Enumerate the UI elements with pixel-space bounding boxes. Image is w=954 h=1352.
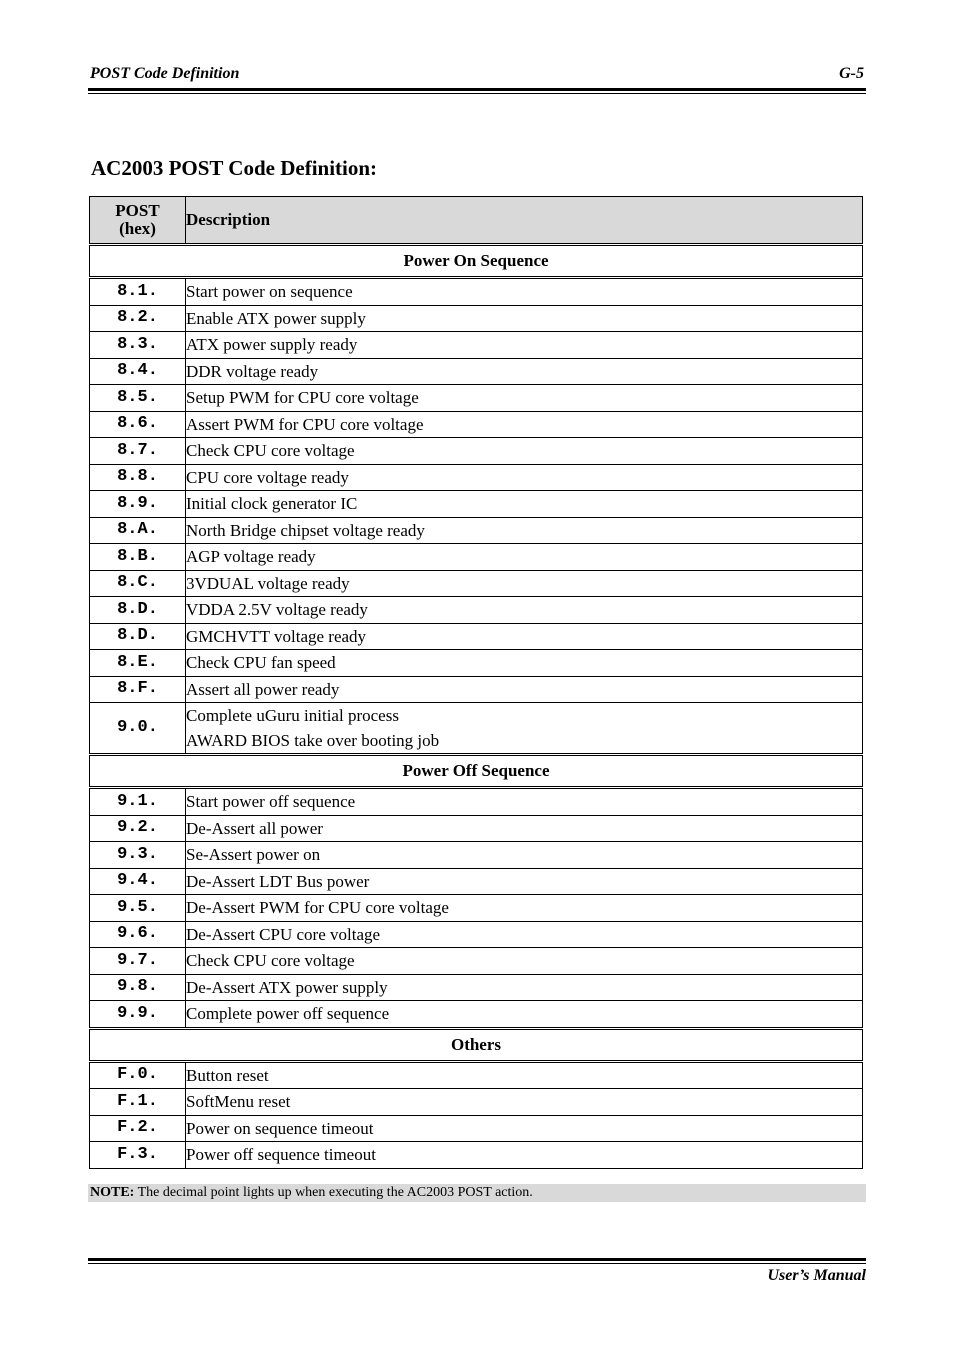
post-code-cell: 8.1.	[90, 278, 186, 306]
section-heading: Power On Sequence	[90, 245, 863, 278]
description-cell	[186, 623, 863, 650]
description-line: De-Assert all power	[186, 818, 323, 838]
table-row	[90, 411, 863, 438]
description-line: Setup PWM for CPU core voltage	[186, 388, 419, 408]
description-line: AWARD BIOS take over booting job	[186, 731, 440, 750]
footer-manual-title: User’s Manual	[767, 1267, 866, 1284]
table-row	[90, 570, 863, 597]
header-rule-thin	[88, 93, 866, 94]
table-row	[90, 358, 863, 385]
description-line: Check CPU fan speed	[186, 653, 336, 673]
description-line: Complete uGuru initial process	[186, 706, 399, 725]
description-cell	[186, 676, 863, 703]
post-code-cell: 8.8.	[90, 464, 186, 491]
note-box	[88, 1184, 866, 1202]
column-header-post	[90, 197, 186, 245]
description-cell	[186, 974, 863, 1001]
description-line: 3VDUAL voltage ready	[186, 573, 350, 593]
section-row	[90, 1028, 863, 1061]
description-line: DDR voltage ready	[186, 361, 319, 381]
description-line: De-Assert LDT Bus power	[186, 871, 370, 891]
description-line: Complete power off sequence	[186, 1004, 390, 1024]
description-cell	[186, 703, 863, 755]
header-rule-thick	[88, 88, 866, 91]
table-row	[90, 1115, 863, 1142]
description-line: De-Assert ATX power supply	[186, 977, 388, 997]
table-row	[90, 921, 863, 948]
table-row	[90, 438, 863, 465]
table-row	[90, 1001, 863, 1029]
description-cell	[186, 842, 863, 869]
section-heading: Others	[90, 1028, 863, 1061]
description-line: Check CPU core voltage	[186, 441, 355, 461]
table-row	[90, 517, 863, 544]
table-row	[90, 491, 863, 518]
description-cell	[186, 464, 863, 491]
header-chapter-title: POST Code Definition	[90, 65, 240, 82]
post-code-cell: 9.4.	[90, 868, 186, 895]
description-line: Check CPU core voltage	[186, 951, 355, 971]
description-line: De-Assert PWM for CPU core voltage	[186, 898, 449, 918]
post-code-cell: 9.1.	[90, 788, 186, 816]
post-code-cell: 8.5.	[90, 385, 186, 412]
post-code-cell: 8.B.	[90, 544, 186, 571]
post-code-cell: 9.9.	[90, 1001, 186, 1029]
post-code-cell: F.3.	[90, 1142, 186, 1169]
description-line: Power on sequence timeout	[186, 1118, 374, 1138]
description-cell	[186, 438, 863, 465]
description-line: Assert PWM for CPU core voltage	[186, 414, 424, 434]
table-row	[90, 1142, 863, 1169]
post-code-cell: 9.5.	[90, 895, 186, 922]
post-code-cell: 8.A.	[90, 517, 186, 544]
post-code-cell: F.2.	[90, 1115, 186, 1142]
post-code-cell: 8.F.	[90, 676, 186, 703]
post-code-cell: 9.2.	[90, 815, 186, 842]
post-code-cell: F.1.	[90, 1089, 186, 1116]
table-row	[90, 278, 863, 306]
table-row	[90, 385, 863, 412]
description-line: Power off sequence timeout	[186, 1145, 376, 1165]
description-line: VDDA 2.5V voltage ready	[186, 600, 368, 620]
table-row	[90, 305, 863, 332]
description-cell	[186, 385, 863, 412]
post-code-cell: 9.0.	[90, 703, 186, 755]
post-code-cell: 8.4.	[90, 358, 186, 385]
description-cell	[186, 788, 863, 816]
post-code-cell: 8.9.	[90, 491, 186, 518]
table-row	[90, 1061, 863, 1089]
post-code-cell: F.0.	[90, 1061, 186, 1089]
description-line: Start power on sequence	[186, 282, 353, 302]
column-header-post-line1: POST	[115, 201, 160, 221]
table-header-row	[90, 197, 863, 245]
footer-rule-thick	[88, 1258, 866, 1261]
description-line: Assert all power ready	[186, 679, 340, 699]
column-header-post-line2: (hex)	[119, 219, 156, 238]
table-row	[90, 544, 863, 571]
post-code-cell: 9.8.	[90, 974, 186, 1001]
description-line: North Bridge chipset voltage ready	[186, 520, 425, 540]
description-cell	[186, 491, 863, 518]
post-code-cell: 8.6.	[90, 411, 186, 438]
post-code-cell: 9.3.	[90, 842, 186, 869]
description-line: GMCHVTT voltage ready	[186, 626, 367, 646]
description-line: Se-Assert power on	[186, 845, 321, 865]
post-code-cell: 8.C.	[90, 570, 186, 597]
table-row	[90, 464, 863, 491]
note-text: The decimal point lights up when executing the AC2003 POST action.	[134, 1185, 533, 1200]
page-header	[88, 64, 866, 86]
section-row	[90, 755, 863, 788]
description-line: Enable ATX power supply	[186, 308, 366, 328]
table-row	[90, 868, 863, 895]
description-line: ATX power supply ready	[186, 335, 358, 355]
table-row	[90, 1089, 863, 1116]
description-line: SoftMenu reset	[186, 1092, 291, 1112]
table-row	[90, 676, 863, 703]
description-line: Button reset	[186, 1065, 269, 1085]
description-line: Start power off sequence	[186, 792, 356, 812]
description-line: AGP voltage ready	[186, 547, 316, 567]
table-row	[90, 623, 863, 650]
description-cell	[186, 278, 863, 306]
table-row	[90, 650, 863, 677]
description-cell	[186, 921, 863, 948]
post-code-cell: 8.E.	[90, 650, 186, 677]
note-label: NOTE:	[90, 1185, 135, 1200]
post-code-cell: 8.3.	[90, 332, 186, 359]
table-row	[90, 703, 863, 755]
section-row	[90, 245, 863, 278]
post-code-cell: 8.D.	[90, 597, 186, 624]
description-cell	[186, 305, 863, 332]
description-line: Initial clock generator IC	[186, 494, 358, 514]
table-row	[90, 842, 863, 869]
description-cell	[186, 650, 863, 677]
header-page-number: G-5	[839, 65, 864, 82]
description-cell	[186, 1061, 863, 1089]
post-code-cell: 8.2.	[90, 305, 186, 332]
description-cell	[186, 868, 863, 895]
description-cell	[186, 358, 863, 385]
table-row	[90, 788, 863, 816]
description-cell	[186, 517, 863, 544]
description-cell	[186, 815, 863, 842]
table-row	[90, 597, 863, 624]
description-cell	[186, 1001, 863, 1029]
description-line: CPU core voltage ready	[186, 467, 349, 487]
column-header-description: Description	[186, 197, 863, 245]
post-code-cell: 9.6.	[90, 921, 186, 948]
description-cell	[186, 332, 863, 359]
post-code-cell: 8.D.	[90, 623, 186, 650]
page-title: AC2003 POST Code Definition:	[91, 156, 378, 180]
description-cell	[186, 1115, 863, 1142]
description-cell	[186, 895, 863, 922]
post-code-table	[89, 196, 863, 1169]
table-row	[90, 895, 863, 922]
section-heading: Power Off Sequence	[90, 755, 863, 788]
table-row	[90, 948, 863, 975]
table-row	[90, 815, 863, 842]
table-body	[90, 245, 863, 1169]
table-row	[90, 974, 863, 1001]
description-cell	[186, 544, 863, 571]
description-cell	[186, 948, 863, 975]
table-row	[90, 332, 863, 359]
description-line: De-Assert CPU core voltage	[186, 924, 381, 944]
description-cell	[186, 1089, 863, 1116]
post-code-cell: 8.7.	[90, 438, 186, 465]
post-code-cell: 9.7.	[90, 948, 186, 975]
description-cell	[186, 597, 863, 624]
footer-rule-thin	[88, 1263, 866, 1264]
description-cell	[186, 570, 863, 597]
description-cell	[186, 1142, 863, 1169]
description-cell	[186, 411, 863, 438]
